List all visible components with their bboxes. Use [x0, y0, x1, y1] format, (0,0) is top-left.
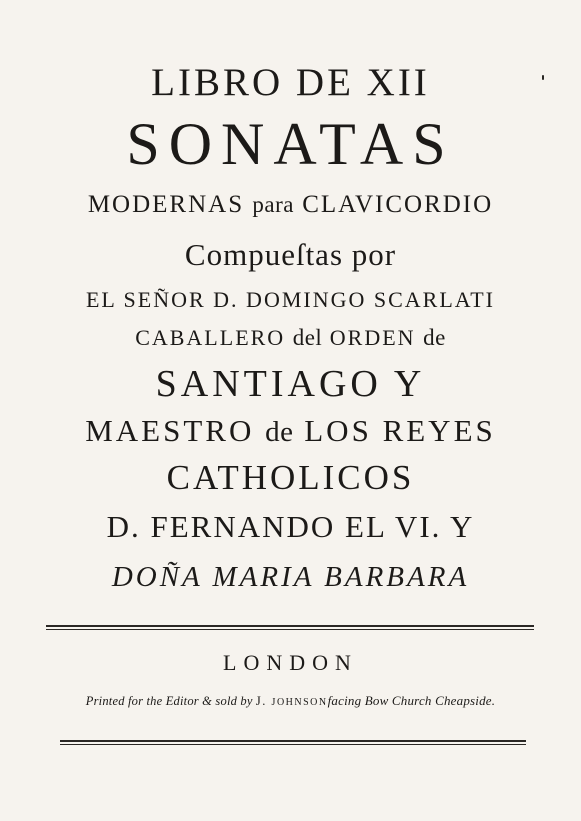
- composed-by-line: Compueſtas por: [184, 237, 397, 272]
- caballero-line: [0, 325, 581, 351]
- maria-barbara-line: DOÑA MARIA BARBARA: [111, 561, 470, 593]
- imprint-publisher-initial: J.: [255, 694, 267, 708]
- subtitle-para: para: [252, 192, 294, 217]
- caballero-word: CABALLERO: [135, 325, 286, 350]
- los-reyes-word: LOS REYES: [304, 413, 496, 448]
- title-line-libro: LIBRO DE XII: [151, 61, 430, 104]
- composer-name-line: EL SEÑOR D. DOMINGO SCARLATI: [85, 287, 496, 312]
- maestro-word: MAESTRO: [85, 413, 255, 448]
- catholicos-line: CATHOLICOS: [166, 458, 415, 497]
- subtitle-modernas: MODERNAS: [87, 191, 245, 218]
- maestro-line: [0, 413, 581, 449]
- orden-word: ORDEN: [329, 325, 416, 350]
- santiago-line: SANTIAGO Y: [155, 363, 426, 405]
- imprint-city: LONDON: [223, 650, 358, 675]
- imprint-line: [0, 693, 581, 709]
- imprint-printed-for: Printed for the Editor & sold by: [85, 694, 253, 708]
- del-word: del: [292, 325, 323, 350]
- divider-rule-bottom-thin: [60, 744, 526, 745]
- de-word: de: [423, 325, 446, 350]
- divider-rule-bottom: [60, 740, 526, 742]
- divider-rule-top: [46, 625, 534, 627]
- imprint-address: facing Bow Church Cheapside.: [327, 693, 496, 708]
- subtitle-clavicordio: CLAVICORDIO: [302, 191, 494, 218]
- divider-rule-top-thin: [46, 629, 534, 630]
- fernando-line: D. FERNANDO EL VI. Y: [106, 509, 475, 544]
- title-line-sonatas: SONATAS: [126, 111, 455, 177]
- imprint-publisher: [256, 694, 328, 708]
- ink-speck: [542, 75, 544, 80]
- maestro-de-word: de: [265, 416, 294, 448]
- imprint-publisher-name: JOHNSON: [271, 697, 328, 708]
- subtitle-line-modernas: [0, 191, 581, 219]
